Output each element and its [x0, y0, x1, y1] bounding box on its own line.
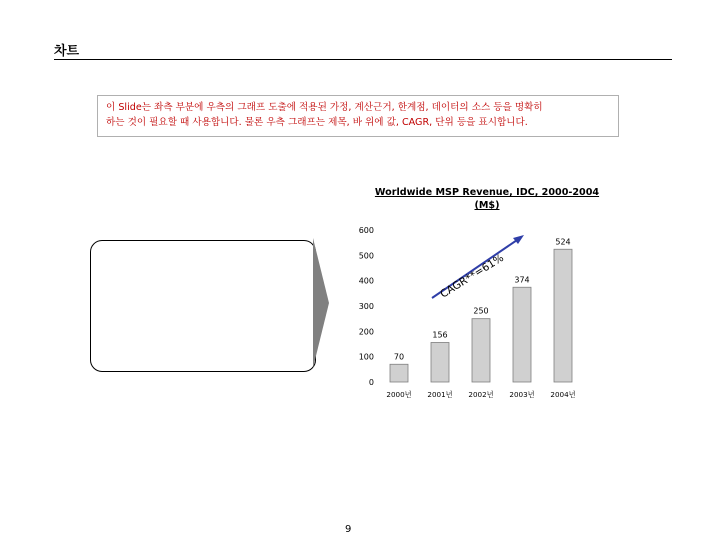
y-tick-label: 600 — [358, 226, 374, 235]
bar — [472, 319, 490, 382]
bar-value-label: 374 — [514, 275, 530, 285]
chart-title-unit: (M$) — [474, 200, 500, 211]
chart-title — [358, 186, 616, 212]
revenue-bar-chart — [330, 220, 600, 400]
y-tick-label: 300 — [358, 302, 374, 311]
instruction-note — [97, 95, 619, 137]
bar-value-label: 70 — [393, 352, 405, 362]
chart-title-line-1: Worldwide MSP Revenue, IDC, 2000-2004 — [374, 187, 600, 198]
y-tick-label: 200 — [358, 327, 374, 337]
y-tick-label: 0 — [368, 378, 374, 387]
x-tick-label: 2002년 — [468, 390, 494, 399]
x-tick-label: 2000년 — [386, 390, 412, 399]
bar-value-label: 524 — [555, 237, 571, 247]
page-number: 9 — [345, 524, 352, 535]
note-line-2: 하는 것이 필요할 때 사용합니다. 물론 우측 그래프는 제목, 바 위에 값, CAGR, 단위 등을 표시합니다. — [106, 117, 528, 128]
bar — [513, 287, 531, 382]
x-tick-label: 2004년 — [550, 390, 576, 399]
x-tick-label: 2003년 — [509, 390, 535, 399]
bar — [431, 342, 449, 382]
x-tick-label: 2001년 — [427, 390, 453, 399]
note-line-1: 이 Slide는 좌측 부분에 우측의 그래프 도출에 적용된 가정, 계산근거, 한계점, 데이터의 소스 등을 명확히 — [106, 102, 543, 113]
assumptions-box — [90, 240, 316, 372]
y-tick-label: 100 — [358, 352, 374, 362]
title-divider — [54, 59, 672, 60]
bar — [554, 249, 572, 382]
slide-title: 차트 — [54, 44, 80, 59]
bar-value-label: 250 — [473, 306, 489, 316]
bar-value-label: 156 — [432, 330, 448, 340]
y-tick-label: 500 — [358, 251, 374, 261]
bar — [390, 364, 408, 382]
cagr-annotation: CAGR**=61% — [438, 251, 506, 301]
y-tick-label: 400 — [358, 276, 374, 286]
